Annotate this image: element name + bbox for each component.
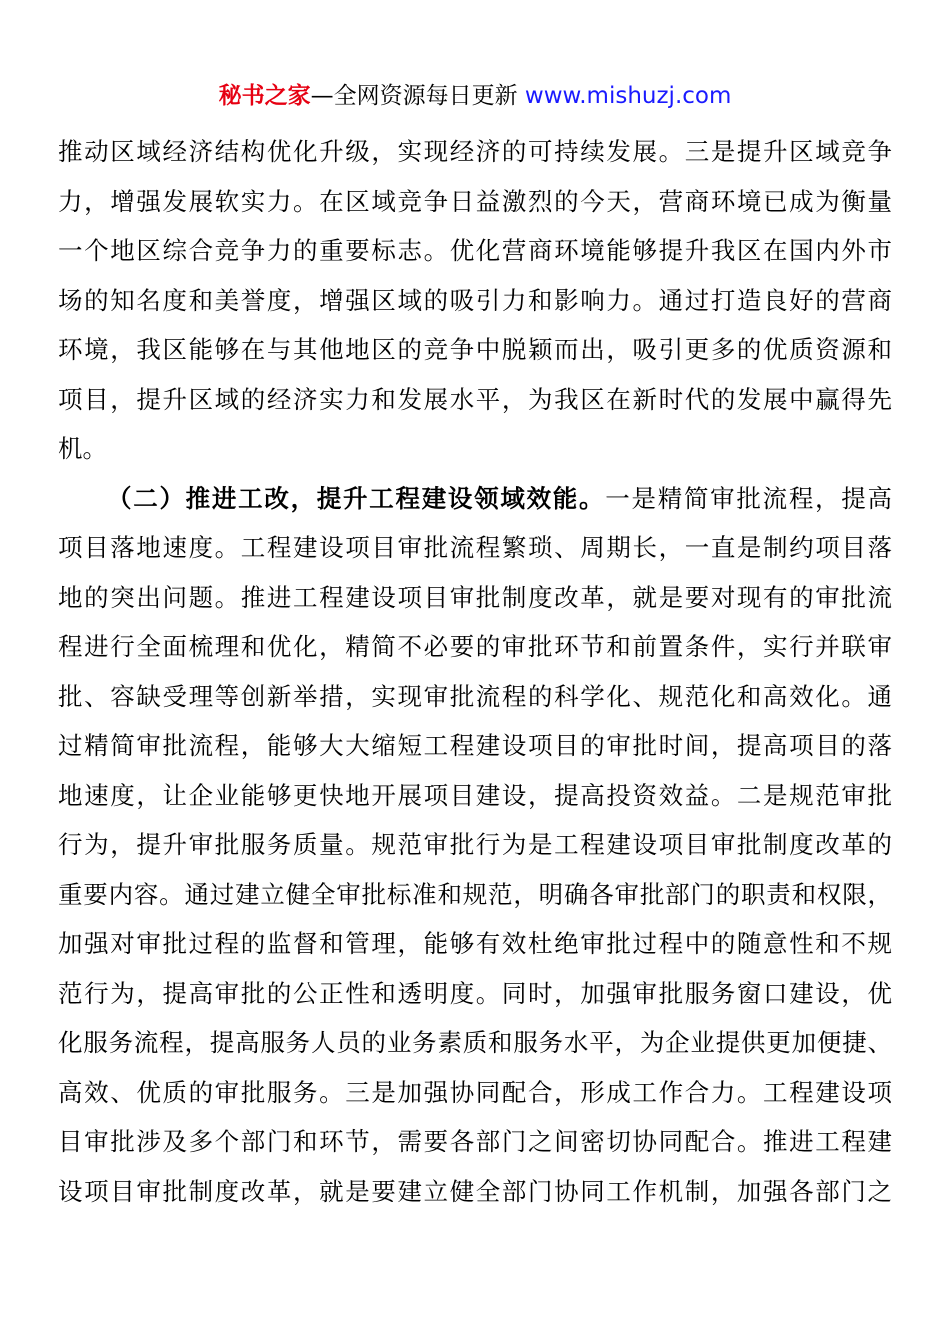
text-line: 高效、优质的审批服务。三是加强协同配合，形成工作合力。工程建设项 <box>58 1077 892 1107</box>
text-line: 机。 <box>58 434 107 463</box>
text-line: 过精简审批流程，能够大大缩短工程建设项目的审批时间，提高项目的落 <box>58 731 892 760</box>
section-heading-line <box>58 474 892 524</box>
page-header <box>0 80 950 112</box>
text-line: 程进行全面梳理和优化，精简不必要的审批环节和前置条件，实行并联审 <box>58 632 892 661</box>
text-line: 一个地区综合竞争力的重要标志。优化营商环境能够提升我区在国内外市 <box>58 236 892 265</box>
text-line: 加强对审批过程的监督和管理，能够有效杜绝审批过程中的随意性和不规 <box>58 929 892 958</box>
text-line: 环境，我区能够在与其他地区的竞争中脱颖而出，吸引更多的优质资源和 <box>58 335 892 364</box>
text-line: 推动区域经济结构优化升级，实现经济的可持续发展。三是提升区域竞争 <box>58 137 892 166</box>
text-line: 力，增强发展软实力。在区域竞争日益激烈的今天，营商环境已成为衡量 <box>58 186 892 216</box>
text-line: 行为，提升审批服务质量。规范审批行为是工程建设项目审批制度改革的 <box>58 830 892 859</box>
brand-name: 秘书之家 <box>218 83 311 109</box>
text-line: 项目，提升区域的经济实力和发展水平，为我区在新时代的发展中赢得先 <box>58 384 892 414</box>
text-line: 目审批涉及多个部门和环节，需要各部门之间密切协同配合。推进工程建 <box>58 1127 892 1156</box>
text-line: 范行为，提高审批的公正性和透明度。同时，加强审批服务窗口建设，优 <box>58 978 892 1008</box>
text-line: 批、容缺受理等创新举措，实现审批流程的科学化、规范化和高效化。通 <box>58 681 892 711</box>
site-url[interactable]: www.mishuzj.com <box>524 83 732 109</box>
text-line: 场的知名度和美誉度，增强区域的吸引力和影响力。通过打造良好的营商 <box>58 285 892 315</box>
text-line: 地速度，让企业能够更快地开展项目建设，提高投资效益。二是规范审批 <box>58 780 892 810</box>
text-line: 化服务流程，提高服务人员的业务素质和服务水平，为企业提供更加便捷、 <box>58 1028 892 1057</box>
section-heading: （二）推进工改，提升工程建设领域效能。 <box>107 483 606 513</box>
text-line: 设项目审批制度改革，就是要建立健全部门协同工作机制，加强各部门之 <box>58 1176 892 1206</box>
text-line: 项目落地速度。工程建设项目审批流程繁琐、周期长，一直是制约项目落 <box>58 533 892 562</box>
document-body <box>58 127 892 1216</box>
text-line: 重要内容。通过建立健全审批标准和规范，明确各审批部门的职责和权限， <box>58 879 892 909</box>
text-line: 地的突出问题。推进工程建设项目审批制度改革，就是要对现有的审批流 <box>58 582 892 612</box>
header-tagline: —全网资源每日更新 <box>310 83 525 109</box>
text-run: 一是精简审批流程，提高 <box>605 483 892 513</box>
